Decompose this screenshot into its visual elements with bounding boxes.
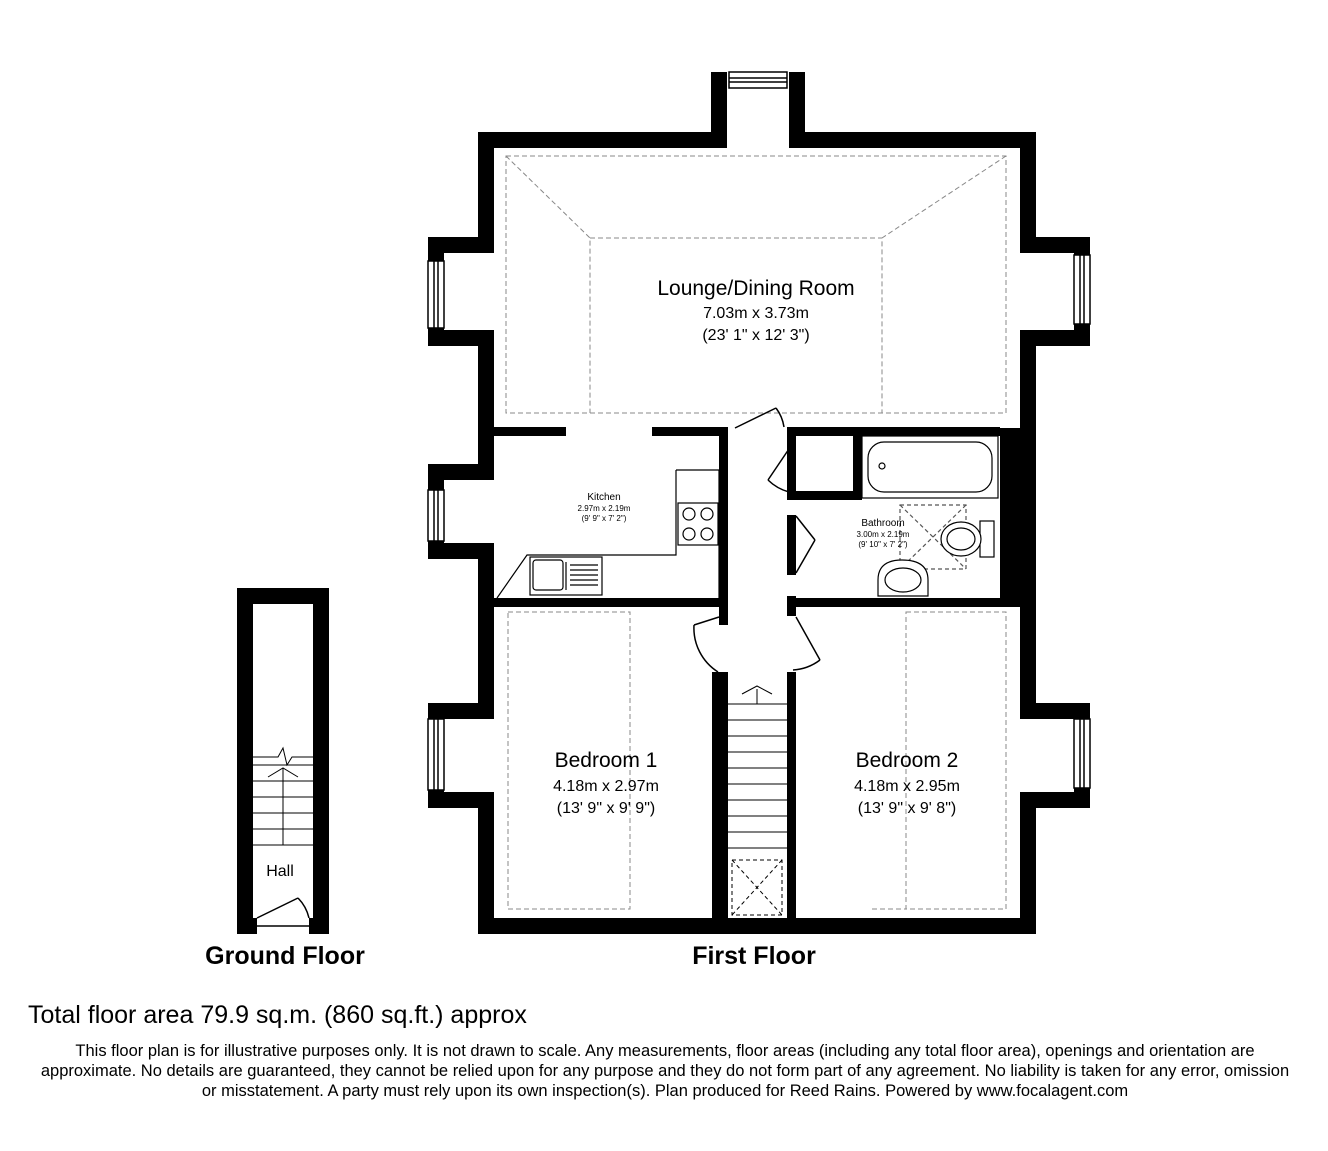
ground-floor-stairs <box>253 748 313 845</box>
first-floor-outer-walls <box>428 72 1090 934</box>
kitchen-imperial: (9' 9" x 7' 2") <box>581 514 627 523</box>
hall-name: Hall <box>266 863 294 880</box>
kitchen-units <box>497 470 719 598</box>
bathroom-imperial: (9' 10" x 7' 2") <box>858 540 908 549</box>
ground-floor-walls <box>237 588 329 934</box>
bedroom2-name: Bedroom 2 <box>855 749 959 772</box>
bedroom1-imperial: (13' 9" x 9' 9") <box>556 800 656 817</box>
first-floor-stairs <box>728 686 787 915</box>
lounge-metric: 7.03m x 3.73m <box>703 305 809 322</box>
bathroom-fixtures <box>862 436 998 596</box>
disclaimer-text: This floor plan is for illustrative purposes only. It is not drawn to scale. Any measurements, floor areas (including any total floor area), openings and orientation are approximate. No details are guaranteed, they cannot be relied upon for any purpose and they do not form part of any agreement. No liability is taken for any error, omission or misstatement. A party must rely upon its own inspection(s). Plan produced for Reed Rains. Powered by www.focalagent.com <box>40 1042 1290 1100</box>
lounge-name: Lounge/Dining Room <box>657 277 855 300</box>
bathroom-metric: 3.00m x 2.19m <box>856 530 910 539</box>
bedroom1-metric: 4.18m x 2.97m <box>553 778 659 795</box>
ground-floor-label: Ground Floor <box>205 942 365 970</box>
ground-floor-door <box>257 898 309 926</box>
lounge-imperial: (23' 1" x 12' 3") <box>702 327 810 344</box>
internal-walls <box>494 427 1036 934</box>
first-floor-label: First Floor <box>692 942 816 970</box>
bedroom1-name: Bedroom 1 <box>554 749 658 772</box>
kitchen-name: Kitchen <box>587 492 621 503</box>
bedroom2-imperial: (13' 9" x 9' 8") <box>857 800 957 817</box>
bedroom2-metric: 4.18m x 2.95m <box>854 778 960 795</box>
total-floor-area: Total floor area 79.9 sq.m. (860 sq.ft.) approx <box>28 1001 527 1029</box>
bathroom-name: Bathroom <box>861 518 905 529</box>
kitchen-metric: 2.97m x 2.19m <box>577 504 631 513</box>
